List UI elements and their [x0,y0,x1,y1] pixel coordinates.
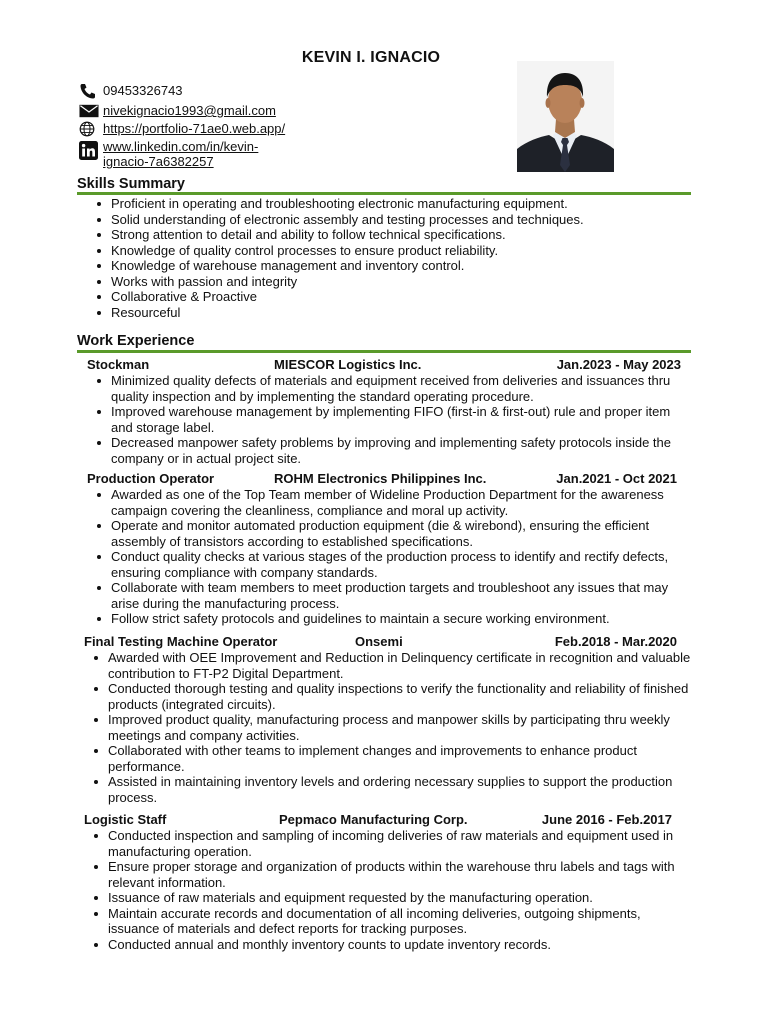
job-bullets [89,373,679,466]
job-header [0,357,768,373]
skill-item: Knowledge of warehouse management and inventory control. [89,258,689,274]
job-dates: Jan.2023 - May 2023 [556,357,681,372]
skills-divider [77,192,691,195]
phone-number: 09453326743 [103,83,183,98]
phone-icon [79,83,99,99]
job-position: Production Operator [87,471,215,486]
job-bullet: Improved warehouse management by implementing FIFO (first-in & first-out) rule and proper item and storage label. [89,404,679,435]
contact-email[interactable] [79,103,276,119]
website-link[interactable]: https://portfolio-71ae0.web.app/ [103,121,286,136]
skill-item: Collaborative & Proactive [89,289,689,305]
job-bullet: Assisted in maintaining inventory levels and ordering necessary supplies to support the production process. [86,774,692,805]
job-dates: Jan.2021 - Oct 2021 [556,471,677,486]
globe-icon [79,121,99,137]
email-link[interactable]: nivekignacio1993@gmail.com [103,103,276,118]
job-bullet: Issuance of raw materials and equipment requested by the manufacturing operation. [86,890,682,906]
job-company: MIESCOR Logistics Inc. [274,357,422,372]
job-bullet: Conducted thorough testing and quality inspections to verify the functionality and reliability of finished products (integrated circuits). [86,681,692,712]
job-bullet: Maintain accurate records and documentation of all incoming deliveries, outgoing shipments, issuance of materials and defect reports for tracking purposes. [86,906,682,937]
job-bullet: Minimized quality defects of materials and equipment received from deliveries and issuances thru quality inspection and by implementing the standard operating procedure. [89,373,679,404]
skill-item: Knowledge of quality control processes to ensure product reliability. [89,243,689,259]
mail-icon [79,103,99,119]
linkedin-icon [79,142,99,158]
job-dates: June 2016 - Feb.2017 [541,812,672,827]
job-bullet: Collaborated with other teams to implement changes and improvements to enhance product performance. [86,743,692,774]
job-company: Pepmaco Manufacturing Corp. [279,812,468,827]
contact-website[interactable] [79,121,285,137]
job-bullets [86,828,682,952]
job-position: Stockman [87,357,150,372]
skills-section-title: Skills Summary [77,176,185,192]
job-position: Final Testing Machine Operator [84,634,278,649]
job-bullet: Conducted annual and monthly inventory counts to update inventory records. [86,937,682,953]
profile-photo [517,61,614,172]
job-company: Onsemi [355,634,403,649]
linkedin-line-2[interactable]: ignacio-7a6382257 [103,154,214,169]
experience-divider [77,350,691,353]
linkedin-link[interactable] [103,139,258,169]
job-bullet: Follow strict safety protocols and guidelines to maintain a secure working environment. [89,611,679,627]
job-header [0,471,768,487]
job-bullet: Improved product quality, manufacturing process and manpower skills by participating thru weekly meetings and company activities. [86,712,692,743]
job-bullet: Collaborate with team members to meet production targets and troubleshoot any issues that may arise during the manufacturing process. [89,580,679,611]
job-bullets [89,487,679,627]
job-company: ROHM Electronics Philippines Inc. [274,471,487,486]
skill-item: Solid understanding of electronic assembly and testing processes and techniques. [89,212,689,228]
contact-phone [79,83,183,99]
skills-list [89,196,689,320]
job-position: Logistic Staff [84,812,167,827]
job-bullet: Ensure proper storage and organization of products within the warehouse thru labels and tags with relevant information. [86,859,682,890]
job-bullet: Decreased manpower safety problems by improving and implementing safety protocols inside the company or in actual project site. [89,435,679,466]
job-bullet: Awarded with OEE Improvement and Reduction in Delinquency certificate in recognition and valuable contribution to FT-P2 Digital Department. [86,650,692,681]
job-bullets [86,650,692,805]
skill-item: Strong attention to detail and ability to follow technical specifications. [89,227,689,243]
job-header [0,634,768,650]
experience-section-title: Work Experience [77,333,195,349]
job-bullet: Conducted inspection and sampling of incoming deliveries of raw materials and equipment used in manufacturing operation. [86,828,682,859]
job-bullet: Awarded as one of the Top Team member of Wideline Production Department for the awareness campaign covering the cleanliness, compliance and moral up activity. [89,487,679,518]
job-bullet: Operate and monitor automated production equipment (die & wirebond), ensuring the efficient assembly of transistors according to established specifications. [89,518,679,549]
skill-item: Works with passion and integrity [89,274,689,290]
skill-item: Resourceful [89,305,689,321]
contact-linkedin[interactable] [79,139,279,169]
job-bullet: Conduct quality checks at various stages of the production process to identify and rectify defects, ensuring compliance with company standards. [89,549,679,580]
candidate-name: KEVIN I. IGNACIO [301,49,441,66]
skill-item: Proficient in operating and troubleshooting electronic manufacturing equipment. [89,196,689,212]
linkedin-line-1[interactable]: www.linkedin.com/in/kevin- [103,139,259,154]
job-dates: Feb.2018 - Mar.2020 [554,634,677,649]
job-header [0,812,768,828]
